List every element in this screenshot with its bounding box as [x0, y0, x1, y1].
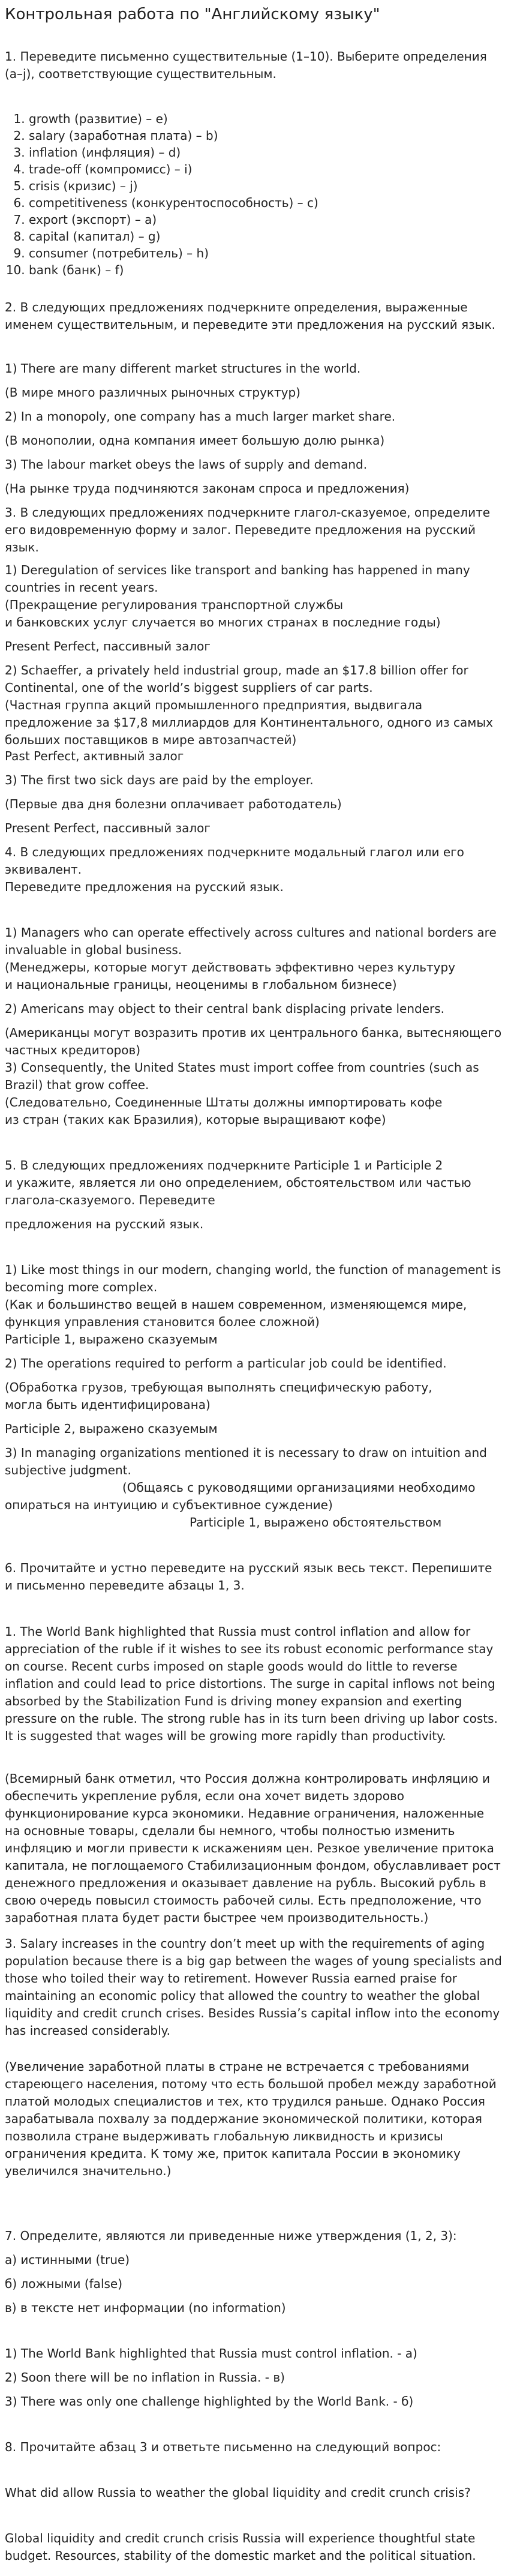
translation: (Частная группа акций промышленного предприятия, выдвигала предложение за $17,8 миллиардов для Континентального, одного из самых больших поставщиков в мире автозапчастей)	[5, 698, 493, 747]
task6-heading: 6. Прочитайте и устно переведите на русский язык весь текст. Перепишите и письменно переведите абзацы 1, 3.	[5, 1561, 492, 1593]
grammar-form: Past Perfect, активный залог	[5, 749, 184, 763]
sentence: 3) Consequently, the United States must import coffee from countries (such as Brazil) that grow coffee.	[5, 1060, 479, 1092]
translation: (На рынке труда подчиняются законам спроса и предложения)	[5, 481, 410, 496]
question: What did allow Russia to weather the global liquidity and credit crunch crisis?	[5, 2485, 471, 2500]
list-item: 7. export (экспорт) – a)	[29, 211, 497, 228]
translation: (Общаясь с руководящими организациями необходимо	[122, 1480, 476, 1495]
task5-heading-line2: и укажите, является ли оно определением, обстоятельством или частью глагола-сказуемого. Переведите	[5, 1175, 471, 1207]
translation: (Обработка грузов, требующая выполнять специфическую работу,	[5, 1380, 432, 1395]
grammar-form: Participle 1, выражено сказуемым	[5, 1332, 218, 1347]
sentence: 3) The labour market obeys the laws of supply and demand.	[5, 457, 368, 472]
grammar-form: Participle 2, выражено сказуемым	[5, 1422, 218, 1436]
paragraph-translation: (Всемирный банк отметил, что Россия должна контролировать инфляцию и обеспечить укрепление рубля, если она хочет видеть здорово функционирование курса экономики. Недавние ограничения, наложенные на основные товары, сделали бы немного, чтобы полностью изменить инфляцию и могли привести к искажениям цен. Резкое увеличение притока капитала, не поглощаемого Стабилизационным фондом, обуславливает рост денежного предложения и оказывает давление на рубль. Высокий рубль в свою очередь повысил стоимость рабочей силы. Есть предположение, что заработная плата будет расти быстрее чем производительность.)	[5, 1771, 501, 1925]
task1-term-list	[5, 110, 497, 278]
translation: (В монополии, одна компания имеет большую долю рынка)	[5, 433, 385, 448]
option: б) ложными (false)	[5, 2277, 123, 2291]
translation: (Как и большинство вещей в нашем современном, изменяющемся мире, функция управления становится более сложной)	[5, 1297, 467, 1329]
sentence: 2) Schaeffer, a privately held industrial group, made an $17.8 billion offer for Continental, one of the world’s biggest suppliers of car parts.	[5, 663, 468, 695]
list-item: 8. capital (капитал) – g)	[29, 228, 497, 245]
option: а) истинными (true)	[5, 2253, 130, 2267]
translation: опираться на интуицию и субъективное суждение)	[5, 1498, 333, 1512]
translation: (Менеджеры, которые могут действовать эффективно через культуру	[5, 960, 456, 974]
translation: (Первые два дня болезни оплачивает работодатель)	[5, 797, 342, 811]
statement: 3) There was only one challenge highlighted by the World Bank. - б)	[5, 2394, 414, 2409]
grammar-form: Participle 1, выражено обстоятельством	[190, 1515, 442, 1530]
task1-heading: 1. Переведите письменно существительные (1–10). Выберите определения (a–j), соответствующие существительным.	[5, 49, 487, 81]
list-item: 1. growth (развитие) – e)	[29, 110, 497, 127]
list-item: 6. competitiveness (конкурентоспособность) – c)	[29, 194, 497, 211]
sentence: 2) The operations required to perform a particular job could be identified.	[5, 1356, 447, 1371]
grammar-form: Present Perfect, пассивный залог	[5, 821, 211, 835]
page-title: Контрольная работа по "Английскому языку"	[5, 5, 380, 23]
task7-heading: 7. Определите, являются ли приведенные ниже утверждения (1, 2, 3):	[5, 2229, 457, 2243]
task5-heading: 5. В следующих предложениях подчеркните Participle 1 и Participle 2	[5, 1158, 443, 1172]
list-item: 2. salary (заработная плата) – b)	[29, 127, 497, 144]
answer: Global liquidity and credit crunch crisis Russia will experience thoughtful state budget. Resources, stability of the domestic market and the political situation.	[5, 2531, 476, 2563]
sentence: 2) Americans may object to their central bank displacing private lenders.	[5, 1001, 444, 1016]
sentence: 2) In a monopoly, one company has a much larger market share.	[5, 409, 396, 424]
sentence: 3) In managing organizations mentioned it is necessary to draw on intuition and subjective judgment.	[5, 1446, 487, 1477]
list-item: 4. trade-off (компромисс) – i)	[29, 161, 497, 178]
statement: 1) The World Bank highlighted that Russia must control inflation. - а)	[5, 2346, 417, 2361]
list-item: 5. crisis (кризис) – j)	[29, 178, 497, 194]
list-item: 3. inflation (инфляция) – d)	[29, 144, 497, 161]
paragraph-translation: (Увеличение заработной платы в стране не встречается с требованиями стареющего населения, потому что есть большой пробел между заработной платой молодых специалистов и тех, кто трудился раньше. Однако Россия зарабатывала похвалу за поддержание экономической политики, которая позволила стране выдерживать глобальную ликвидность и кризисы ограничения кредита. К тому же, приток капитала России в экономику увеличился значительно.)	[5, 2059, 497, 2178]
translation: и национальные границы, неоценимы в глобальном бизнесе)	[5, 977, 397, 992]
option: в) в тексте нет информации (no information)	[5, 2301, 286, 2315]
task5-heading-line3: предложения на русский язык.	[5, 1217, 204, 1231]
translation: могла быть идентифицирована)	[5, 1398, 211, 1412]
grammar-form: Present Perfect, пассивный залог	[5, 639, 211, 653]
sentence: 1) Deregulation of services like transport and banking has happened in many countries in recent years.	[5, 563, 470, 595]
list-item: 9. consumer (потребитель) – h)	[29, 245, 497, 262]
list-item: 10. bank (банк) – f)	[29, 262, 497, 278]
task3-heading: 3. В следующих предложениях подчеркните глагол-сказуемое, определите его видовременную форму и залог. Переведите предложения на русский язык.	[5, 505, 491, 554]
sentence: 1) Managers who can operate effectively across cultures and national borders are invaluable in global business.	[5, 925, 497, 957]
statement: 2) Soon there will be no inflation in Russia. - в)	[5, 2370, 285, 2385]
translation: из стран (таких как Бразилия), которые выращивают кофе)	[5, 1112, 386, 1127]
translation: (Прекращение регулирования транспортной службы	[5, 598, 344, 612]
translation: (Следовательно, Соединенные Штаты должны импортировать кофе	[5, 1095, 443, 1109]
task8-heading: 8. Прочитайте абзац 3 и ответьте письменно на следующий вопрос:	[5, 2440, 441, 2454]
translation: и банковских услуг случается во многих странах в последние годы)	[5, 615, 441, 629]
sentence: 1) There are many different market structures in the world.	[5, 361, 361, 376]
paragraph: 3. Salary increases in the country don’t meet up with the requirements of aging population because there is a big gap between the wages of young specialists and those who toiled their way to retirement. However Russia earned praise for maintaining an economic policy that allowed the country to weather the global liquidity and credit crunch crises. Besides Russia’s capital inflow into the economy has increased considerably.	[5, 1936, 502, 2038]
translation: (В мире много различных рыночных структур)	[5, 385, 300, 400]
task4-subheading: Переведите предложения на русский язык.	[5, 880, 284, 894]
translation: (Американцы могут возразить против их центрального банка, вытесняющего частных кредиторов)	[5, 1025, 502, 1057]
sentence: 3) The first two sick days are paid by the employer.	[5, 773, 314, 787]
paragraph: 1. The World Bank highlighted that Russia must control inflation and allow for appreciation of the ruble if it wishes to see its robust economic performance stay on course. Recent curbs imposed on staple goods would do little to reverse inflation and could lead to price distortions. The surge in capital inflows not being absorbed by the Stabilization Fund is driving money expansion and exerting pressure on the ruble. The strong ruble has in its turn been driving up labor costs. It is suggested that wages will be growing more rapidly than productivity.	[5, 1624, 498, 1743]
task4-heading: 4. В следующих предложениях подчеркните модальный глагол или его эквивалент.	[5, 845, 464, 877]
task2-heading: 2. В следующих предложениях подчеркните определения, выраженные именем существительным, и переведите эти предложения на русский язык.	[5, 300, 496, 332]
sentence: 1) Like most things in our modern, changing world, the function of management is becoming more complex.	[5, 1262, 501, 1294]
